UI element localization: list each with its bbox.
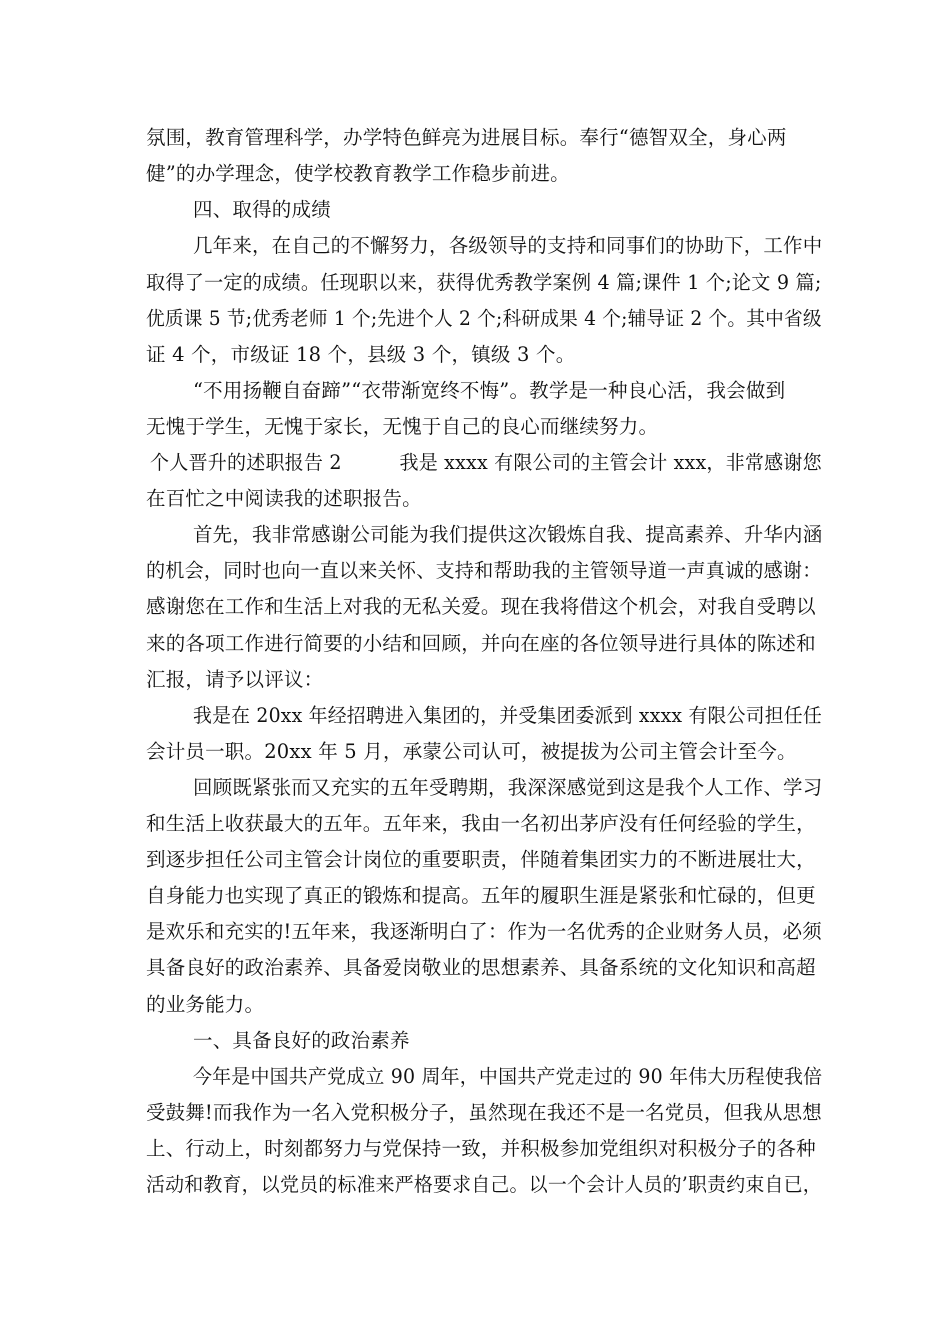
- text-line: 首先，我非常感谢公司能为我们提供这次锻炼自我、提高素养、升华内涵: [193, 523, 823, 546]
- text-line: 会计员一职。20xx 年 5 月，承蒙公司认可，被提拔为公司主管会计至今。: [146, 740, 797, 763]
- text-line: 证 4 个，市级证 18 个，县级 3 个，镇级 3 个。: [146, 343, 576, 366]
- section-heading: 一、具备良好的政治素养: [193, 1029, 410, 1052]
- text-line: 我是在 20xx 年经招聘进入集团的，并受集团委派到 xxxx 有限公司担任任: [193, 704, 822, 727]
- text-line: 的机会，同时也向一直以来关怀、支持和帮助我的主管领导道一声真诚的感谢：: [146, 559, 822, 582]
- text-line: 回顾既紧张而又充实的五年受聘期，我深深感觉到这是我个人工作、学习: [193, 776, 823, 799]
- report-title-line: 个人晋升的述职报告 2 我是 xxxx 有限公司的主管会计 xxx，非常感谢您: [150, 451, 822, 474]
- text-line: 感谢您在工作和生活上对我的无私关爱。现在我将借这个机会，对我自受聘以: [146, 595, 816, 618]
- section-heading: 四、取得的成绩: [193, 198, 331, 221]
- text-line: 上、行动上，时刻都努力与党保持一致，并积极参加党组织对积极分子的各种: [146, 1137, 816, 1160]
- text-line: 是欢乐和充实的!五年来，我逐渐明白了：作为一名优秀的企业财务人员，必须: [146, 920, 822, 943]
- text-line: 具备良好的政治素养、具备爱岗敬业的思想素养、具备系统的文化知识和高超: [146, 956, 816, 979]
- text-line: 活动和教育，以党员的标准来严格要求自己。以一个会计人员的’职责约束自已，: [146, 1173, 822, 1196]
- text-line: 氛围，教育管理科学，办学特色鲜亮为进展目标。奉行“德智双全，身心两: [146, 126, 787, 149]
- text-line: 几年来，在自己的不懈努力，各级领导的支持和同事们的协助下，工作中: [193, 234, 823, 257]
- text-line: 无愧于学生，无愧于家长，无愧于自己的良心而继续努力。: [146, 415, 659, 438]
- text-line: 和生活上收获最大的五年。五年来，我由一名初出茅庐没有任何经验的学生，: [146, 812, 816, 835]
- text-line: 健”的办学理念，使学校教育教学工作稳步前进。: [146, 162, 570, 185]
- text-line: “不用扬鞭自奋蹄”“衣带渐宽终不悔”。教学是一种良心活，我会做到: [193, 379, 786, 402]
- text-line: 来的各项工作进行简要的小结和回顾，并向在座的各位领导进行具体的陈述和: [146, 632, 816, 655]
- text-line: 汇报，请予以评议：: [146, 668, 324, 691]
- text-line: 在百忙之中阅读我的述职报告。: [146, 487, 422, 510]
- text-line: 优质课 5 节;优秀老师 1 个;先进个人 2 个;科研成果 4 个;辅导证 2 个。其中省级: [146, 307, 822, 330]
- text-line: 的业务能力。: [146, 993, 265, 1016]
- text-line: 受鼓舞!而我作为一名入党积极分子，虽然现在我还不是一名党员，但我从思想: [146, 1101, 822, 1124]
- text-line: 到逐步担任公司主管会计岗位的重要职责，伴随着集团实力的不断进展壮大，: [146, 848, 816, 871]
- text-line: 自身能力也实现了真正的锻炼和提高。五年的履职生涯是紧张和忙碌的，但更: [146, 884, 816, 907]
- text-line: 今年是中国共产党成立 90 周年，中国共产党走过的 90 年伟大历程使我倍: [193, 1065, 823, 1088]
- text-line: 取得了一定的成绩。任现职以来，获得优秀教学案例 4 篇;课件 1 个;论文 9 篇;: [146, 271, 822, 294]
